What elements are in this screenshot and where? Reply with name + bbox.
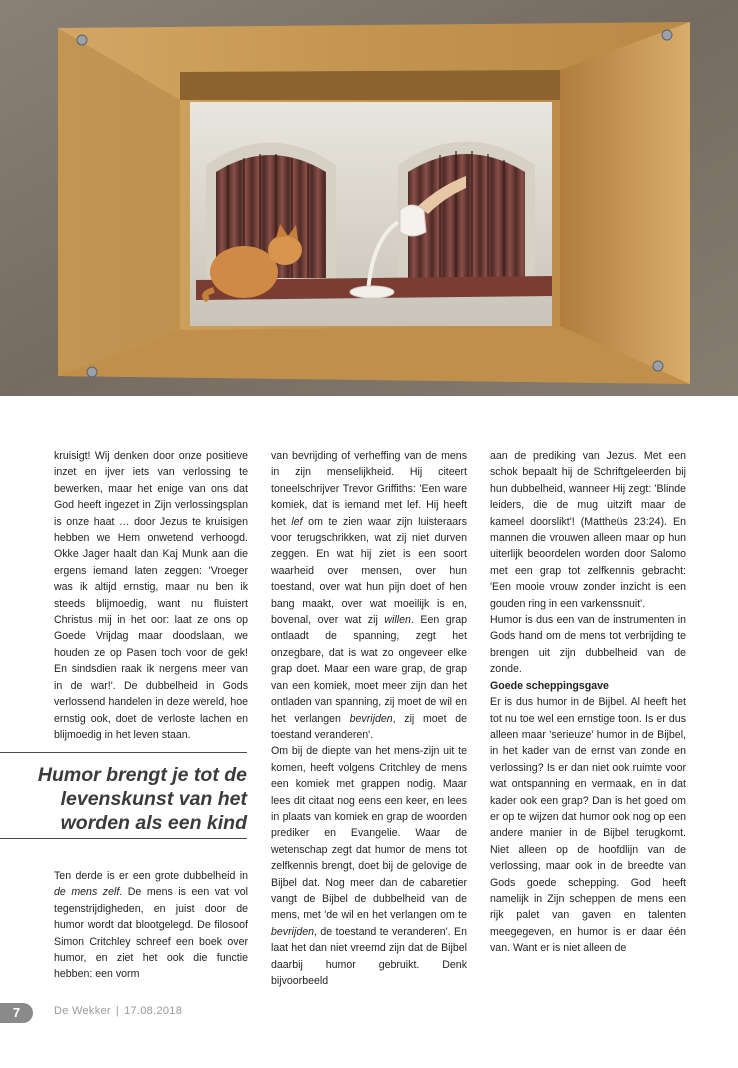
column-1 — [54, 448, 248, 743]
publication-line — [54, 1005, 182, 1017]
frame-top — [180, 70, 560, 100]
col3-paragraph-3: Er is dus humor in de Bijbel. Al heeft het tot nu toe wel een ernstige toon. Is er dus alleen maar 'serieuze' humor in de Bijbel, in het kader van de ernst van zonde en verlossing? Is er dan niet ook ruimte voor wat ontspanning en vermaak, en in dat kader ook een grap? Dan is het goed om er op te wijzen dat humor ook nog op een andere manier in de Bijbel terugkomt. Niet alleen op de hoofdlijn van de verlossing, maar ook in de breedte van Gods goede schepping. God heeft namelijk in Zijn scheppen de mens een rijk palet van gaven en talenten meegegeven, en humor is er daar één van. Want er is niet alleen de — [490, 696, 686, 955]
col3-paragraph-2: Humor is dus een van de instrumenten in Gods hand om de mens tot verbrijding te brengen uit zijn dubbelheid van de zonde. — [490, 614, 686, 676]
publication-date: 17.08.2018 — [124, 1005, 183, 1017]
frame-right — [560, 22, 690, 384]
col1b-paragraph: Ten derde is er een grote dubbelheid in de mens zelf. De mens is een vat vol tegenstrijdigheden, en juist door de humor wordt dat blootgelegd. De filosoof Simon Critchley schreef een boek over humor, en ziet het ook die functie hebben: een vorm — [54, 870, 248, 981]
right-curtain — [408, 154, 525, 278]
section-heading: Goede scheppingsgave — [490, 679, 609, 692]
teacup — [350, 286, 394, 298]
page-number-tab: 7 — [0, 1003, 33, 1023]
footer-separator: | — [115, 1005, 120, 1017]
col2-paragraph-1: van bevrijding of verheffing van de mens in zijn menselijkheid. Hij citeert toneelschrijver Trevor Griffiths: 'Een ware komiek, dat is iemand met lef. Hij heeft het lef om te zien waar zijn luisteraars voor terugschrikken, wat zij niet durven zeggen. En wat hij ziet is een soort waarheid over mensen, over hun toestand, over wat hun pijn doet of hen bang maakt, over wat moeilijk is en, bovenal, over wat zij willen. Een grap ontlaadt de spanning, zegt het onzegbare, dat is wat zo ongeveer elke grap doet. Maar een ware grap, de grap van een komiek, moet meer zijn dan het ontladen van spanning, zij moet de wil en het verlangen bevrijden, zij moet de toestand veranderen'. — [271, 450, 468, 741]
col2-paragraph-2: Om bij de diepte van het mens-zijn uit te komen, heeft volgens Critchley de mens een komiek met grappen nodig. Maar lees dit citaat nog eens een keer, en lees in plaats van komiek en grap de woorden prediker en Evangelie. Waar de wetenschap zegt dat humor de mens tot zelfkennis brengt, doet bij de gelovige de Bijbel dat. Nog meer dan de cabaretier vangt de Bijbel de dubbelheid van de mens, met 'de wil en het verlangen om te bevrijden, de toestand te veranderen'. En laat het dan niet vreemd zijn dat de Bijbel daarbij humor gebruikt. Denk bijvoorbeeld — [271, 745, 467, 987]
hero-illustration — [0, 0, 738, 396]
col1-paragraph: kruisigt! Wij denken door onze positieve inzet en ijver iets van verlossing te bewerken, maar het enige van ons dat God heeft ingezet in Zijn verlossingsplan is onze haat … door Jezus te kruisigen hebben we Hem onwetend verhoogd. Okke Jager haalt dan Kaj Munk aan die ergens iemand laten zeggen: 'Vroeger was ik altijd ernstig, maar nu ben ik steeds blijmoedig, want nu fluistert Christus mij in het oor: laat ze ons op Goede Vrijdag maar doodslaan, we houden ze op Pasen toch voor de gek! En sindsdien raak ik nergens meer van in de war!'. De dubbelheid in Gods verlossend handelen in deze wereld, hoe ernstig ook, doet de verloste lachen en blijmoedig in het leven staan. — [54, 450, 248, 741]
column-3 — [490, 448, 686, 957]
page-footer — [0, 1001, 300, 1023]
pull-quote-text: Humor brengt je tot de levenskunst van het worden als een kind — [37, 764, 247, 834]
col3-paragraph-1: aan de prediking van Jezus. Met een schok bepaalt hij de Schriftgeleerden bij hun dubbelheid, wanneer Hij zegt: 'Blinde leiders, die de mug uitzift maar de kameel doorslikt'! (Mattheüs 23:24). En mannen die vrouwen alleen maar op hun uiterlijk beoordelen worden door Salomo met een grap tot zelfkennis gebracht: 'Een mooie vrouw zonder inzicht is een gouden ring in een varkenssnuit'. — [490, 450, 686, 610]
column-1-lower — [54, 868, 248, 983]
illustration-svg — [0, 0, 738, 396]
publication-name: De Wekker — [54, 1005, 111, 1017]
pull-quote — [0, 752, 247, 839]
column-2 — [271, 448, 467, 989]
